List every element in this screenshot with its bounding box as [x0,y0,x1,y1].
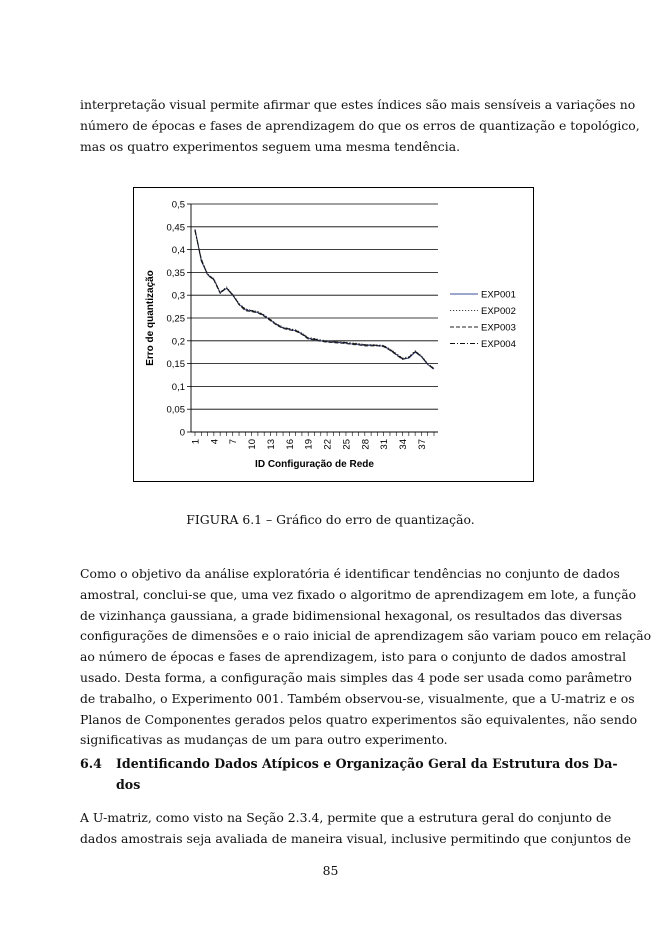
text-line: A U-matriz, como visto na Seção 2.3.4, permite que a estrutura geral do conjunto de [80,810,612,825]
text-line: significativas as mudanças de um para outro experimento. [80,732,448,748]
text-line: Planos de Componentes gerados pelos quatro experimentos são equivalentes, não sendo [80,711,638,727]
text-line: número de épocas e fases de aprendizagem do que os erros de quantização e topológico, [80,117,640,133]
paragraph-conclusion [80,564,652,751]
x-tick-label: 1 [190,439,202,445]
y-tick-label: 0,5 [171,199,185,211]
series-line [195,231,434,368]
section-number: 6.4 [80,756,102,771]
x-tick-label: 16 [284,439,296,450]
text-line: amostral, conclui-se que, uma vez fixado o algoritmo de aprendizagem em lote, a função [80,586,637,602]
legend-label: EXP002 [481,306,516,317]
y-tick-label: 0,2 [171,336,185,348]
x-tick-label: 31 [379,439,391,450]
text-line: de vizinhança gaussiana, a grade bidimensional hexagonal, os resultados das diversas [80,607,623,623]
x-tick-label: 4 [209,439,221,445]
legend-label: EXP003 [481,322,516,334]
x-tick-label: 10 [247,439,259,450]
x-tick-label: 37 [416,439,428,450]
text-line: Como o objetivo da análise exploratória é identificar tendências no conjunto de dados [80,566,620,581]
paragraph-umatrix [80,808,632,850]
section-title-line: Identificando Dados Atípicos e Organização Geral da Estrutura dos Da- [116,756,618,771]
x-tick-label: 25 [341,439,353,450]
y-tick-label: 0,25 [166,313,185,325]
page-number: 85 [322,863,339,878]
y-tick-label: 0,15 [166,359,185,371]
series-line [195,230,434,368]
x-tick-label: 7 [228,439,240,445]
y-tick-label: 0,35 [166,267,185,279]
x-axis-title: ID Configuração de Rede [255,459,374,470]
text-line: ao número de épocas e fases de aprendizagem, isto para o conjunto de dados amostral [80,649,627,665]
y-tick-label: 0,05 [166,404,185,416]
x-tick-label: 13 [265,439,277,450]
y-tick-label: 0,3 [171,290,185,302]
text-line: dados amostrais seja avaliada de maneira visual, inclusive permitindo que conjuntos de [80,830,632,846]
legend-label: EXP004 [481,339,516,350]
section-title-line: dos [116,777,141,792]
text-line: interpretação visual permite afirmar que estes índices são mais sensíveis a variações no [80,97,636,112]
x-tick-label: 19 [303,439,315,450]
paragraph-intro [80,95,640,157]
text-line: configurações de dimensões e o raio inicial de aprendizagem são variam pouco em relação [80,628,652,644]
text-line: mas os quatro experimentos seguem uma mesma tendência. [80,138,461,154]
y-tick-label: 0,45 [166,222,185,234]
figure-caption: FIGURA 6.1 – Gráfico do erro de quantização. [186,512,475,527]
quantization-error-chart [134,188,535,483]
x-tick-label: 34 [398,439,410,450]
figure-chart [133,187,534,482]
y-axis-title: Erro de quantização [145,270,156,366]
series-line [195,229,434,369]
y-tick-label: 0 [179,427,185,439]
section-title [116,753,618,795]
legend-label: EXP001 [481,289,516,301]
x-tick-label: 22 [322,439,334,450]
series-line [195,230,434,370]
y-tick-label: 0,4 [171,245,185,257]
x-tick-label: 28 [360,439,372,450]
y-tick-label: 0,1 [171,381,185,393]
text-line: usado. Desta forma, a configuração mais simples das 4 pode ser usada como parâmetro [80,669,632,685]
text-line: de trabalho, o Experimento 001. Também observou-se, visualmente, que a U-matriz e os [80,690,635,706]
